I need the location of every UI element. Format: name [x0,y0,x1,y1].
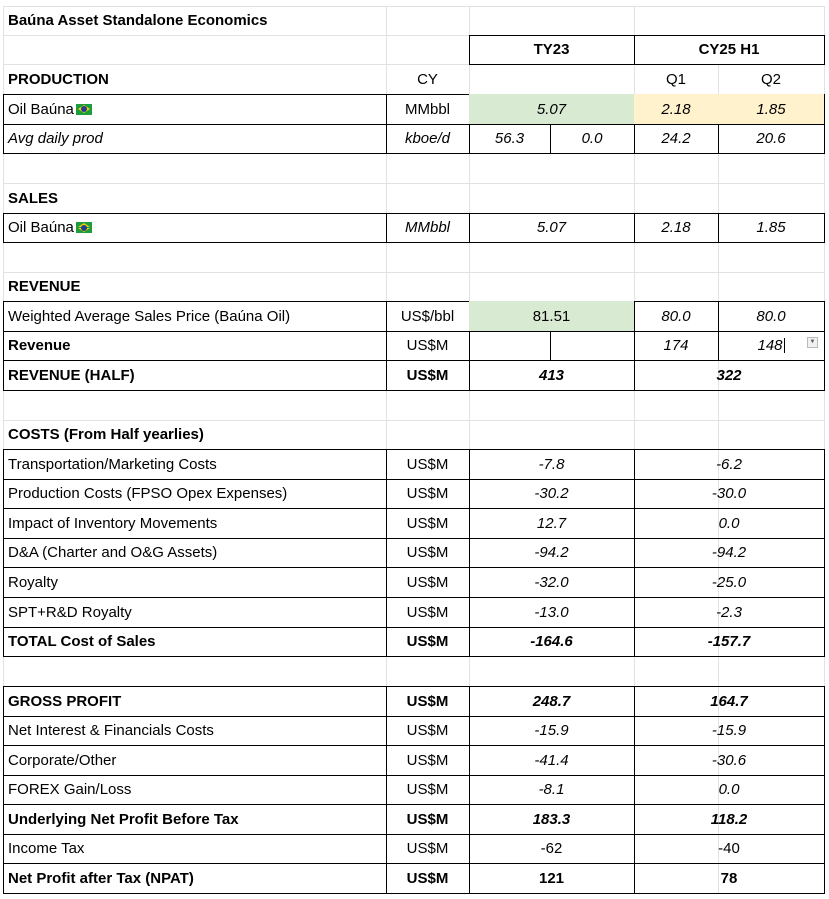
gross-label[interactable]: GROSS PROFIT [8,692,122,710]
interest-ty23[interactable]: -15.9 [534,722,569,739]
dropdown-arrow-icon[interactable]: ▼ [807,337,818,348]
transport-h1[interactable]: -6.2 [716,455,742,473]
avg-daily-prod-ty23-a[interactable]: 56.3 [494,130,525,147]
wasp-label[interactable]: Weighted Average Sales Price (Baúna Oil) [8,307,291,325]
interest-unit[interactable]: US$M [406,722,449,739]
total-cos-unit[interactable]: US$M [406,633,449,650]
prod-costs-ty23[interactable]: -30.2 [534,485,569,502]
inventory-label[interactable]: Impact of Inventory Movements [8,514,218,532]
gross-unit[interactable]: US$M [406,692,449,710]
da-unit[interactable]: US$M [406,544,449,561]
corporate-label[interactable]: Corporate/Other [8,751,117,769]
header-cy25-h1[interactable]: CY25 H1 [698,41,760,58]
inventory-ty23[interactable]: 12.7 [536,514,567,532]
revenue-half-h1[interactable]: 322 [716,366,742,384]
royalty-ty23[interactable]: -32.0 [534,573,569,591]
row-oil-production-label[interactable] [3,94,386,124]
tax-label[interactable]: Income Tax [8,840,85,857]
royalty-label[interactable]: Royalty [8,573,59,591]
oil-production-label: Oil Baúna [8,100,74,118]
corporate-unit[interactable]: US$M [406,751,449,769]
unpbt-label[interactable]: Underlying Net Profit Before Tax [8,810,239,828]
spt-h1[interactable]: -2.3 [716,603,742,621]
oil-production-unit[interactable]: MMbbl [404,100,450,118]
npat-unit[interactable]: US$M [406,869,449,887]
revenue-half-ty23[interactable]: 413 [538,366,565,384]
revenue-half-unit[interactable]: US$M [406,366,449,384]
transport-ty23[interactable]: -7.8 [538,455,565,473]
brazil-flag-icon [76,104,92,115]
revenue-ty23-a[interactable] [469,331,550,360]
npat-h1[interactable]: 78 [720,869,738,887]
revenue-unit[interactable]: US$M [406,337,449,354]
da-h1[interactable]: -94.2 [711,544,747,561]
row-oil-sales-label[interactable] [3,213,386,242]
oil-production-ty23[interactable]: 5.07 [469,94,634,124]
avg-daily-prod-label[interactable]: Avg daily prod [8,130,103,147]
tax-h1[interactable]: -40 [718,840,740,857]
revenue-q2-active-cell[interactable] [718,331,824,360]
transport-label[interactable]: Transportation/Marketing Costs [8,455,217,473]
section-revenue[interactable]: REVENUE [8,278,81,295]
section-costs[interactable]: COSTS (From Half yearlies) [8,426,204,443]
forex-unit[interactable]: US$M [406,781,449,798]
revenue-q1[interactable]: 174 [663,337,689,354]
inventory-h1[interactable]: 0.0 [718,514,740,532]
da-ty23[interactable]: -94.2 [534,544,569,561]
revenue-label[interactable]: Revenue [8,337,71,354]
gross-ty23[interactable]: 248.7 [532,692,571,710]
total-cos-ty23[interactable]: -164.6 [530,633,573,650]
avg-daily-prod-q1[interactable]: 24.2 [661,130,691,147]
spt-unit[interactable]: US$M [406,603,449,621]
header-ty23[interactable]: TY23 [533,41,570,58]
oil-production-q2[interactable]: 1.85 [718,94,824,124]
wasp-q2[interactable]: 80.0 [756,307,786,325]
interest-h1[interactable]: -15.9 [711,722,747,739]
oil-production-q1[interactable]: 2.18 [634,94,718,124]
interest-label[interactable]: Net Interest & Financials Costs [8,722,214,739]
section-production[interactable]: PRODUCTION [8,70,109,88]
avg-daily-prod-q2[interactable]: 20.6 [756,130,786,147]
spt-label[interactable]: SPT+R&D Royalty [8,603,132,621]
spt-ty23[interactable]: -13.0 [534,603,569,621]
unpbt-h1[interactable]: 118.2 [710,810,748,828]
oil-sales-q1[interactable]: 2.18 [661,219,691,236]
section-sales[interactable]: SALES [8,189,59,207]
da-label[interactable]: D&A (Charter and O&G Assets) [8,544,218,561]
total-cos-label[interactable]: TOTAL Cost of Sales [8,633,156,650]
unpbt-unit[interactable]: US$M [406,810,449,828]
forex-ty23[interactable]: -8.1 [538,781,565,798]
forex-label[interactable]: FOREX Gain/Loss [8,781,132,798]
transport-unit[interactable]: US$M [406,455,449,473]
avg-daily-prod-unit[interactable]: kboe/d [404,130,451,147]
npat-ty23[interactable]: 121 [538,869,565,887]
text-cursor [784,338,785,353]
prod-costs-label[interactable]: Production Costs (FPSO Opex Expenses) [8,485,288,502]
gross-h1[interactable]: 164.7 [710,692,748,710]
royalty-unit[interactable]: US$M [406,573,449,591]
revenue-half-label[interactable]: REVENUE (HALF) [8,366,135,384]
oil-sales-ty23[interactable]: 5.07 [536,219,567,236]
oil-sales-q2[interactable]: 1.85 [756,219,786,236]
header-q2[interactable]: Q2 [760,70,781,88]
tax-ty23[interactable]: -62 [540,840,563,857]
revenue-ty23-b[interactable] [550,331,634,360]
forex-h1[interactable]: 0.0 [718,781,740,798]
tax-unit[interactable]: US$M [406,840,449,857]
unpbt-ty23[interactable]: 183.3 [532,810,571,828]
prod-costs-h1[interactable]: -30.0 [711,485,747,502]
sheet-title[interactable]: Baúna Asset Standalone Economics [8,12,268,29]
brazil-flag-icon [76,222,92,233]
oil-sales-label: Oil Baúna [8,219,74,236]
prod-costs-unit[interactable]: US$M [406,485,449,502]
corporate-ty23[interactable]: -41.4 [534,751,569,769]
revenue-q2-value: 148 [757,337,783,354]
wasp-q1[interactable]: 80.0 [661,307,691,325]
oil-sales-unit[interactable]: MMbbl [404,219,450,236]
avg-daily-prod-ty23-b[interactable]: 0.0 [581,130,603,147]
royalty-h1[interactable]: -25.0 [711,573,747,591]
total-cos-h1[interactable]: -157.7 [707,633,751,650]
wasp-unit[interactable]: US$/bbl [400,307,455,325]
npat-label[interactable]: Net Profit after Tax (NPAT) [8,869,194,887]
wasp-ty23[interactable]: 81.51 [469,301,634,331]
corporate-h1[interactable]: -30.6 [711,751,747,769]
header-q1[interactable]: Q1 [665,70,686,88]
header-cy[interactable]: CY [417,70,438,88]
inventory-unit[interactable]: US$M [406,514,449,532]
